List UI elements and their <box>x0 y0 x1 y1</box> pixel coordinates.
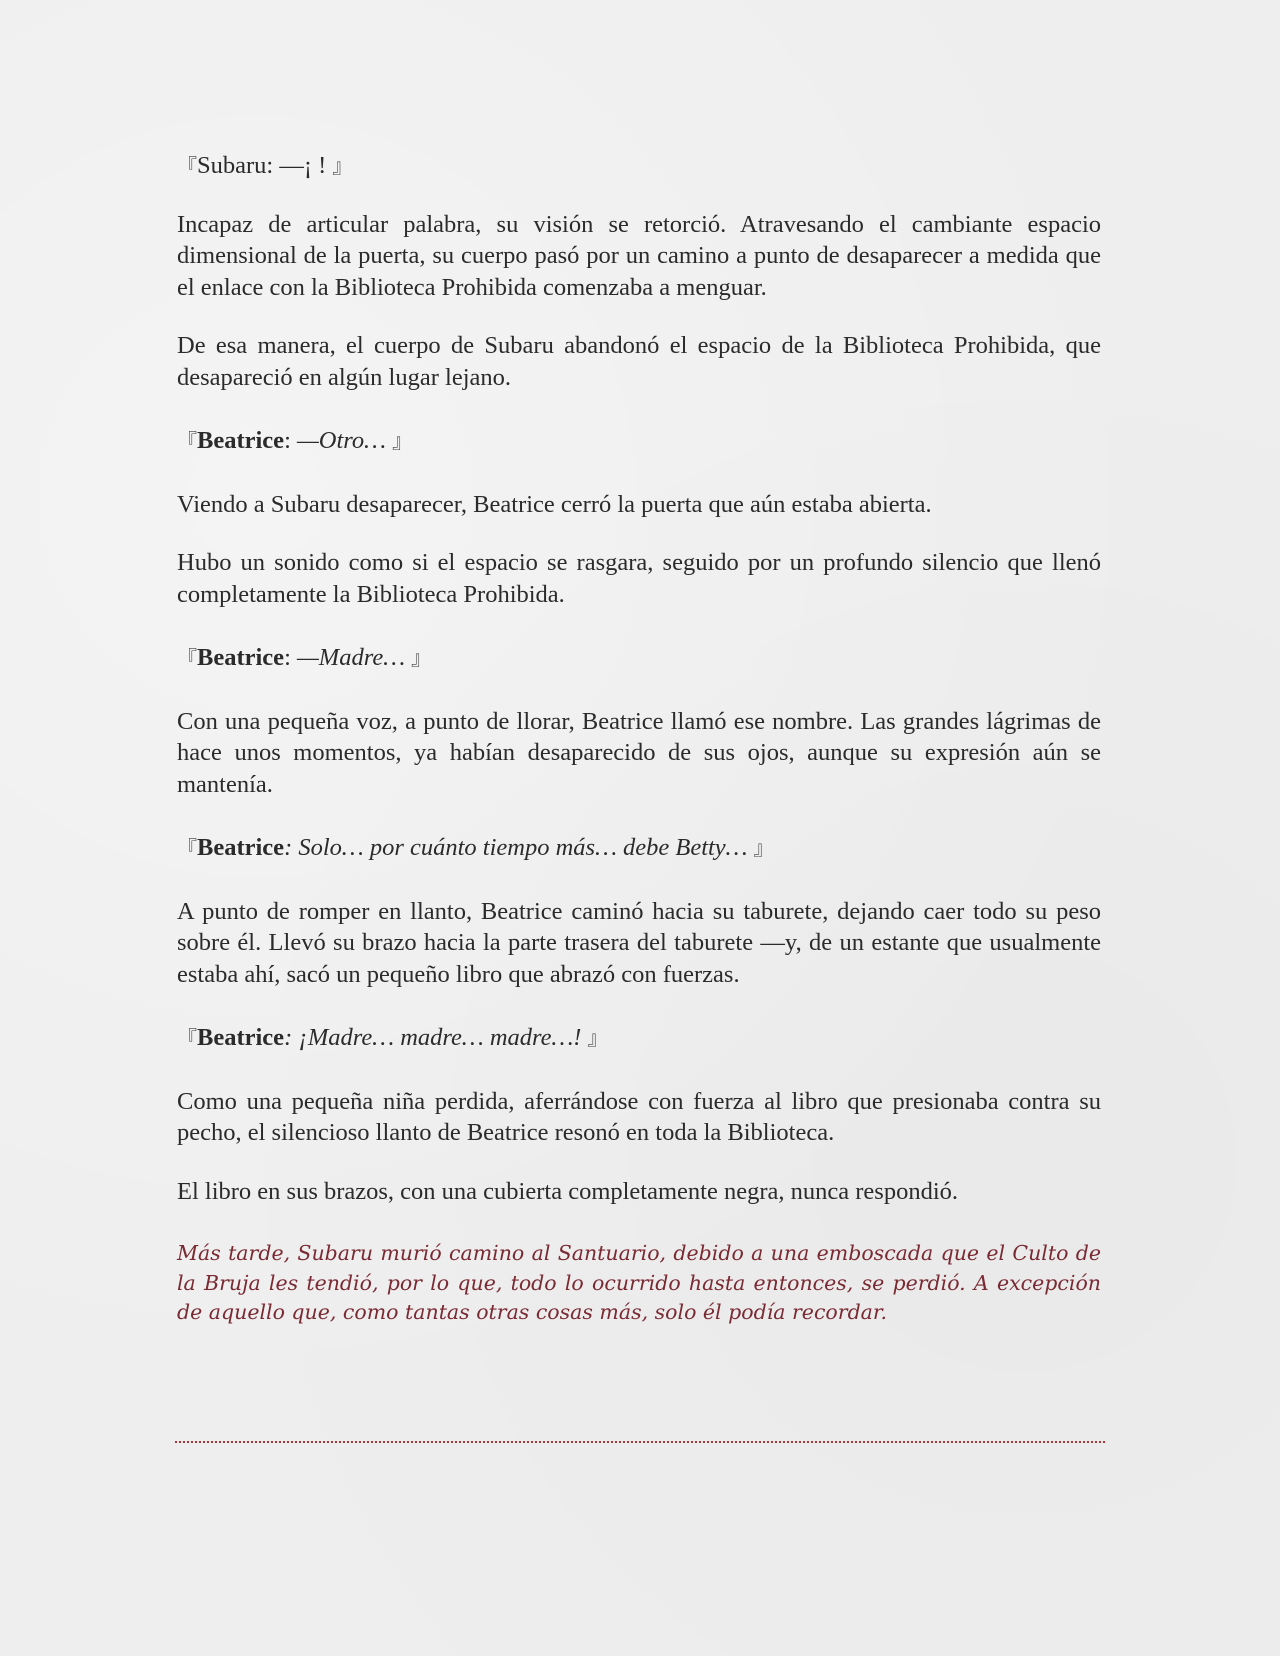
dialogue-open-bracket: 『 <box>177 429 197 453</box>
dialogue-line: —Madre… <box>297 644 412 671</box>
paragraph: Como una pequeña niña perdida, aferrándose con fuerza al libro que presionaba contra su pecho, el silencioso llanto de Beatrice resonó en toda la Biblioteca. <box>177 1087 1101 1146</box>
paragraph: A punto de romper en llanto, Beatrice caminó hacia su taburete, dejando caer todo su peso sobre él. Llevó su brazo hacia la parte trasera del taburete —y, de un estante que usualmente estaba ahí, sacó un pequeño libro que abrazó con fuerzas. <box>177 897 1101 988</box>
dialogue-colon: : <box>284 644 297 671</box>
dialogue-open-bracket: 『 <box>177 1026 197 1050</box>
dialogue-beatrice <box>177 832 1101 865</box>
paragraph: Con una pequeña voz, a punto de llorar, Beatrice llamó ese nombre. Las grandes lágrimas de hace unos momentos, ya habían desaparecido de sus ojos, aunque su expresión aún se mantenía. <box>177 707 1101 798</box>
paragraph: Incapaz de articular palabra, su visión se retorció. Atravesando el cambiante espacio dimensional de la puerta, su cuerpo pasó por un camino a punto de desaparecer a medida que el enlace con la Biblioteca Prohibida comenzaba a menguar. <box>177 210 1101 301</box>
dialogue-open-bracket: 『 <box>177 836 197 860</box>
dialogue-colon: : <box>284 1024 299 1051</box>
dialogue-line: —¡ ! <box>273 152 333 179</box>
dialogue-beatrice <box>177 425 1101 458</box>
paragraph: El libro en sus brazos, con una cubierta completamente negra, nunca respondió. <box>177 1177 959 1205</box>
dialogue-close-bracket: 』 <box>332 154 353 178</box>
dialogue-open-bracket: 『 <box>177 154 197 178</box>
dialogue-line: —Otro… <box>297 427 393 454</box>
dialogue-line: Solo… por cuánto tiempo más… debe Betty… <box>298 834 754 861</box>
document-body <box>177 150 1101 1328</box>
dialogue-colon: : <box>284 834 299 861</box>
translator-note: Más tarde, Subaru murió camino al Santuario, debido a una emboscada que el Culto de la Bruja les tendió, por lo que, todo lo ocurrido hasta entonces, se perdió. A excepción de aquello que, como tantas otras cosas más, solo él podía recordar. <box>177 1241 1101 1324</box>
dialogue-close-bracket: 』 <box>411 646 432 670</box>
dialogue-open-bracket: 『 <box>177 646 197 670</box>
paragraph: De esa manera, el cuerpo de Subaru abandonó el espacio de la Biblioteca Prohibida, que desapareció en algún lugar lejano. <box>177 332 1101 391</box>
dialogue-subaru <box>177 150 1101 183</box>
dialogue-close-bracket: 』 <box>392 429 413 453</box>
paragraph: Hubo un sonido como si el espacio se rasgara, seguido por un profundo silencio que llenó completamente la Biblioteca Prohibida. <box>177 549 1101 608</box>
dialogue-speaker: Beatrice <box>197 644 285 671</box>
dialogue-beatrice <box>177 1022 1101 1055</box>
dialogue-speaker: Subaru: <box>197 152 274 179</box>
dialogue-close-bracket: 』 <box>753 836 774 860</box>
dotted-divider <box>175 1441 1105 1443</box>
dialogue-close-bracket: 』 <box>587 1026 608 1050</box>
dialogue-line: ¡Madre… madre… madre…! <box>298 1024 588 1051</box>
dialogue-speaker: Beatrice <box>197 834 285 861</box>
dialogue-colon: : <box>284 427 297 454</box>
dialogue-beatrice <box>177 642 1101 675</box>
dialogue-speaker: Beatrice <box>197 1024 285 1051</box>
dialogue-speaker: Beatrice <box>197 427 285 454</box>
paragraph: Viendo a Subaru desaparecer, Beatrice cerró la puerta que aún estaba abierta. <box>177 490 932 518</box>
